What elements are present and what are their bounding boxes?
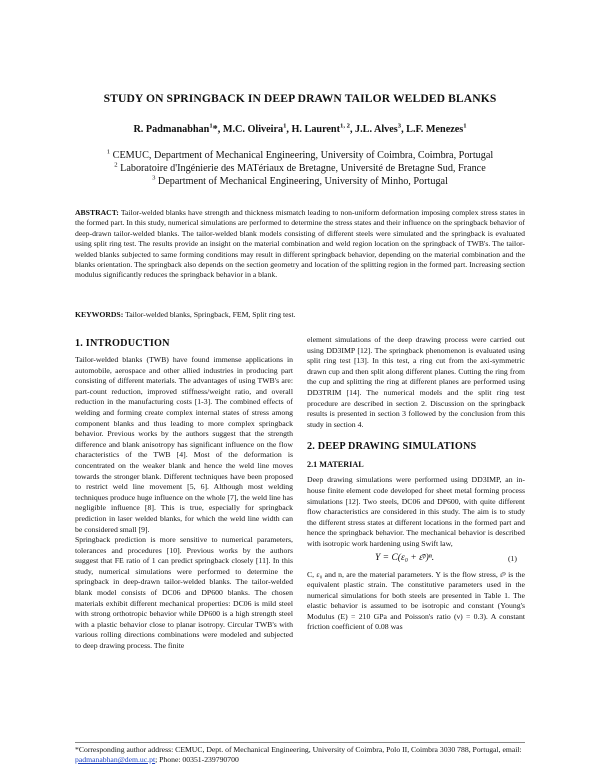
abstract-text: Tailor-welded blanks have strength and thickness mismatch leading to non-uniform deformation imposing complex stress states in the formed part. In this study, numerical simulations are performed to determine the stress states and their influence on the springback behavior of deep-drawn tailor-welded blanks. The tailor-welded blank models consisting of different steels were simulated and the springback is evaluated using split ring test. The results provide an insight on the material combination and weld region location on the springback of TWB's. The tailor-welded blanks subjected to same forming conditions may result in different springback behavior, depending on the material combination and the blanks orientation. The springback also depends on the section geometry and location of the splitting region in the formed part. Increasing section modulus significantly reduces the springback behavior in a blank. [75,208,525,280]
affiliation-text: CEMUC, Department of Mechanical Engineering, University of Coimbra, Coimbra, Portugal [112,150,494,161]
abstract-label: ABSTRACT: [75,208,119,217]
author-name: M.C. Oliveira [222,124,284,135]
corresponding-mark: * [212,124,218,135]
author-affiliation-mark: 3 [397,122,402,130]
paragraph: element simulations of the deep drawing process were carried out using DD3IMP [12]. The springback phenomenon is evaluated using split ring test [13]. In this test, a ring cut from the axi-symmetric drawn cup and then split along different planes. Cutting the ring from the cup and splitting the ring at different planes are performed using DD3TRIM [14]. The numerical models and the split ring test procedure are described in section 2. Discussion on the springback results is presented in section 3 followed by the conclusion from this study in section 4. [307,335,525,429]
author-name: H. Laurent [291,124,340,135]
left-column [75,338,293,652]
author-affiliation-mark: 1 [209,122,213,130]
author-list: R. Padmanabhan$^1$*, M.C. Oliveira$^1$, H. Laurent$^{1, 2}$, J.L. Alves$^3$, L.F. Menezes$^1$ [133,122,467,135]
author-affiliation-mark: 1 [463,122,467,130]
author-name: R. Padmanabhan [133,124,210,135]
section-body [307,335,525,430]
equation-number: (1) [507,553,517,563]
keywords [75,310,525,320]
author-affiliation-mark: 1 [283,122,287,130]
section-body [307,475,525,633]
affiliation-text: Laboratoire d'Ingénierie des MATériaux de Bretagne, Université de Bretagne Sud, France [120,163,486,174]
paragraph: Deep drawing simulations were performed using DD3IMP, an in-house finite element code developed for sheet metal forming process simulations [12]. Two steels, DC06 and DP600, with quite different flow characteristics are considered in this study. The aim is to study the different stress states at different locations in the formed part and hence the springback behavior. The mechanical behavior is described with isotropic work hardening using Swift law, [307,475,525,548]
author-affiliation-mark: 1, 2 [340,122,350,130]
affiliation-number: 2 [114,161,118,169]
affiliation [0,163,600,175]
footnote [75,745,525,765]
equation-block [307,552,525,568]
affiliation [0,150,600,162]
section-heading: 2. DEEP DRAWING SIMULATIONS [307,441,477,453]
right-column [307,335,525,633]
author-name: J.L. Alves [355,124,398,135]
keywords-text: Tailor-welded blanks, Springback, FEM, Split ring test. [125,310,296,319]
section-heading: 1. INTRODUCTION [75,338,170,349]
equation: Y = C(ε₀ + ε̄ᵖ)ⁿ. [375,552,435,563]
section-body [75,355,293,652]
paragraph: Tailor-welded blanks (TWB) have found immense applications in automobile, aerospace and other allied industries in producing part consisting of different materials. The advantages of using TWB's are: part-count reduction, improved stiffness/weight ratio, and overall reduction in the manufacturing costs [1-3]. The combined effects of welding and forming create complex internal states of stress among component blanks and thus leading to more complex springback behavior. Previous works by the authors suggest that the strength difference and blank anisotropy has significant influence on the flow characteristics of the TWB [4]. Most of the deformation is concentrated on the weaker blank and hence the weld line moves towards the stronger blank. Different techniques have been proposed to restrict weld line movement [5, 6]. Although most welding techniques produce huge influence on the whole [7], the weld line has negligible influence [8]. This is true, especially for springback prediction in laser welded blanks, for which the weld line width can be considered small [9]. [75,355,293,534]
paper-title: STUDY ON SPRINGBACK IN DEEP DRAWN TAILOR WELDED BLANKS [103,92,497,105]
abstract [75,208,525,281]
subsection-heading: 2.1 MATERIAL [307,460,364,470]
author-name: L.F. Menezes [406,124,464,135]
affiliation-number: 3 [152,174,156,182]
affiliation-text: Department of Mechanical Engineering, University of Minho, Portugal [157,176,448,187]
paragraph: C, ε₀ and n, are the material parameters. Y is the flow stress, ε̄ᵖ is the equivalent plastic strain. The constitutive parameters used in the numerical simulations for both steels are presented in Table 1. The elastic behavior is assumed to be isotropic and constant (Young's Modulus (E) = 210 GPa and Poisson's ratio (ν) = 0.3). A constant friction coefficient of 0.08 was [307,569,525,632]
footnote-text: *Corresponding author address: CEMUC, Dept. of Mechanical Engineering, University of Coimbra, Polo II, Coimbra 3030 788, Portugal, email: [75,745,522,754]
footnote-text: ; Phone: 00351-239790700 [155,755,239,764]
paragraph: Springback prediction is more sensitive to numerical parameters, tolerances and procedures [10]. Previous works by the authors suggest that FE ratio of 1 can predict springback closely [11]. In this study, numerical simulations were performed to determine the springback in deep-drawn tailor-welded blanks. The tailor-welded blank model consists of DC06 and DP600 blanks. The chosen materials exhibit different mechanical properties: DC06 is mild steel with strong orthotropic behavior while DP600 is a high strength steel with a plastic behavior close to planar isotropy. Circular TWB's with various rolling directions combinations were modeled and subjected to deep drawing process. The finite [75,535,293,651]
footnote-rule [75,742,525,743]
keywords-label: KEYWORDS: [75,310,124,319]
email-link[interactable]: padmanabhan@dem.uc.pt [75,755,156,764]
affiliation-number: 1 [106,148,111,156]
affiliation [0,176,600,188]
